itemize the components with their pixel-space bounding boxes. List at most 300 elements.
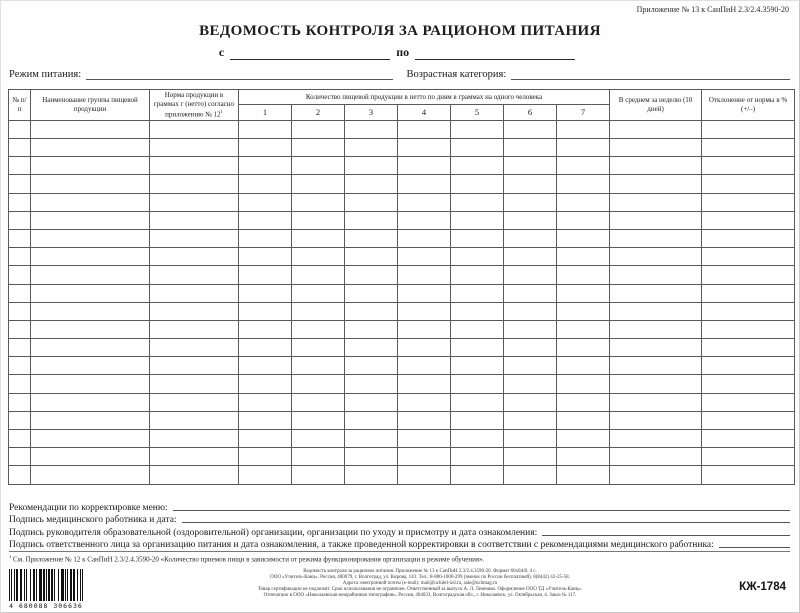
col-header-number: № п/п [9,90,31,121]
table-cell [292,339,345,357]
table-cell [398,375,451,393]
table-cell [610,320,702,338]
imprint-line: Товар сертификации не подлежит. Срок использования не ограничен. Ответственный за выпуск А. Л. Лемешко. Оформление ООО ТД «Учитель-Канц». [257,587,583,592]
table-cell [292,248,345,266]
table-cell [398,448,451,466]
table-cell [31,248,150,266]
date-to-label: по [396,45,410,59]
table-cell [292,229,345,247]
table-cell [451,229,504,247]
table-cell [398,284,451,302]
table-cell [702,284,795,302]
table-cell [345,120,398,138]
table-row [9,430,795,448]
table-cell [451,466,504,484]
table-cell [504,175,557,193]
table-cell [345,266,398,284]
table-cell [345,175,398,193]
table-cell [557,175,610,193]
table-cell [239,266,292,284]
table-cell [702,302,795,320]
table-cell [9,175,31,193]
table-cell [31,157,150,175]
day-column-header: 3 [345,105,398,120]
table-cell [292,157,345,175]
date-range-line [1,45,799,60]
table-cell [31,302,150,320]
table-cell [504,411,557,429]
table-cell [398,302,451,320]
table-cell [451,448,504,466]
document-title: ВЕДОМОСТЬ КОНТРОЛЯ ЗА РАЦИОНОМ ПИТАНИЯ [199,23,601,39]
col-header-average: В среднем за неделю (10 дней) [610,90,702,121]
table-cell [610,430,702,448]
table-cell [345,339,398,357]
table-cell [31,411,150,429]
imprint-line: ООО «Учитель-Канц». Россия, 400079, г. Волгоград, ул. Кирова, 143. Тел.: 8-800-1000-299 (звонок по России бесплатный), 8(8442) 42-25-58. [270,575,570,580]
table-cell [150,430,239,448]
table-cell [398,393,451,411]
table-cell [9,302,31,320]
table-cell [702,357,795,375]
age-category-blank [511,69,790,80]
day-column-header: 7 [557,105,610,120]
table-cell [150,375,239,393]
table-cell [31,393,150,411]
table-cell [9,393,31,411]
table-cell [557,375,610,393]
table-cell [239,466,292,484]
table-cell [292,320,345,338]
table-cell [702,193,795,211]
table-cell [398,248,451,266]
table-cell [239,357,292,375]
table-cell [451,139,504,157]
table-row [9,120,795,138]
table-cell [150,139,239,157]
table-cell [292,120,345,138]
table-cell [398,157,451,175]
table-cell [292,448,345,466]
table-cell [239,320,292,338]
table-cell [610,284,702,302]
table-cell [345,357,398,375]
table-cell [451,357,504,375]
table-cell [610,393,702,411]
table-cell [557,393,610,411]
table-cell [292,139,345,157]
table-row [9,320,795,338]
table-cell [150,193,239,211]
table-cell [504,393,557,411]
col-header-deviation: Отклонение от нормы в % (+/–) [702,90,795,121]
table-cell [150,466,239,484]
table-cell [239,284,292,302]
col-header-quantity-group: Количество пищевой продукции в нетто по дням в граммах на одного человека [239,90,610,105]
table-cell [398,339,451,357]
table-cell [702,211,795,229]
table-cell [292,375,345,393]
table-cell [292,357,345,375]
table-cell [292,193,345,211]
table-cell [557,430,610,448]
table-cell [9,157,31,175]
table-cell [31,284,150,302]
table-cell [31,139,150,157]
table-cell [345,229,398,247]
table-cell [150,266,239,284]
table-cell [31,448,150,466]
table-cell [504,284,557,302]
table-cell [292,266,345,284]
table-cell [557,248,610,266]
table-cell [557,339,610,357]
table-cell [557,211,610,229]
table-cell [345,302,398,320]
barcode [9,569,83,610]
table-row [9,193,795,211]
table-cell [31,430,150,448]
signature-label: Подпись руководителя образовательной (оздоровительной) организации, организации по уходу и присмотру и дата ознакомления: [9,527,538,538]
signature-blank [542,535,790,536]
table-row [9,211,795,229]
table-row [9,375,795,393]
table-cell [610,157,702,175]
table-row [9,248,795,266]
table-cell [451,375,504,393]
table-cell [702,229,795,247]
table-cell [345,430,398,448]
table-cell [150,120,239,138]
table-cell [610,339,702,357]
table-cell [31,229,150,247]
table-cell [150,357,239,375]
table-cell [610,139,702,157]
table-cell [504,229,557,247]
table-cell [504,320,557,338]
table-cell [9,411,31,429]
day-column-header: 5 [451,105,504,120]
signature-label: Рекомендации по корректировке меню: [9,503,168,514]
table-cell [239,411,292,429]
table-cell [31,193,150,211]
signature-blank [173,510,790,511]
table-cell [398,466,451,484]
table-cell [31,266,150,284]
table-cell [398,211,451,229]
diet-regime-blank [86,69,392,80]
table-cell [504,466,557,484]
table-cell [9,266,31,284]
date-to-blank [415,48,575,60]
table-cell [610,375,702,393]
table-cell [9,320,31,338]
table-cell [9,211,31,229]
signature-line-head-of-organization [9,525,790,537]
table-cell [239,393,292,411]
table-cell [451,193,504,211]
table-cell [451,302,504,320]
table-cell [398,193,451,211]
table-cell [702,320,795,338]
footnote [9,554,790,563]
table-cell [9,339,31,357]
table-cell [292,393,345,411]
table-cell [610,357,702,375]
signature-blank [182,522,790,523]
table-cell [9,375,31,393]
table-cell [702,393,795,411]
table-cell [292,430,345,448]
table-cell [451,393,504,411]
table-row [9,357,795,375]
table-cell [504,375,557,393]
table-cell [398,357,451,375]
table-cell [398,266,451,284]
table-cell [610,266,702,284]
table-cell [610,193,702,211]
table-cell [239,229,292,247]
table-cell [504,448,557,466]
table-cell [610,248,702,266]
table-cell [557,466,610,484]
table-row [9,339,795,357]
table-cell [31,320,150,338]
table-row [9,229,795,247]
table-cell [451,266,504,284]
table-cell [702,266,795,284]
ration-control-table [8,89,795,485]
table-cell [31,211,150,229]
day-column-header: 4 [398,105,451,120]
col-header-product-group: Наименование группы пищевой продукции [31,90,150,121]
table-cell [292,211,345,229]
table-cell [610,448,702,466]
table-cell [557,193,610,211]
table-cell [239,139,292,157]
table-cell [451,411,504,429]
table-cell [504,157,557,175]
table-cell [451,284,504,302]
imprint-line: Адреса электронной почты (e-mail): mail@uchitel-izd.ru, sale@uchmag.ru [342,581,498,586]
table-cell [150,284,239,302]
table-cell [398,229,451,247]
table-cell [702,157,795,175]
table-cell [292,284,345,302]
signature-label: Подпись ответственного лица за организацию питания и дата ознакомления, а также проведенной корректировки в соответствии с рекомендациями медицинского работника: [9,539,714,550]
table-cell [451,157,504,175]
day-column-header: 2 [292,105,345,120]
table-cell [702,248,795,266]
age-category-field [407,69,791,80]
table-cell [9,248,31,266]
table-cell [398,139,451,157]
table-cell [702,139,795,157]
table-cell [150,229,239,247]
table-cell [504,193,557,211]
table-cell [557,120,610,138]
table-row [9,393,795,411]
table-cell [239,120,292,138]
table-cell [150,175,239,193]
table-cell [239,157,292,175]
imprint-block [121,569,719,599]
table-cell [451,320,504,338]
table-cell [398,175,451,193]
table-cell [557,302,610,320]
table-row [9,302,795,320]
table-cell [610,175,702,193]
table-cell [557,357,610,375]
table-cell [150,211,239,229]
table-cell [150,339,239,357]
table-cell [9,357,31,375]
table-cell [345,375,398,393]
table-row [9,466,795,484]
table-row [9,157,795,175]
table-row [9,284,795,302]
appendix-note: Приложение № 13 к СанПиН 2.3/2.4.3590-20 [636,5,789,14]
table-cell [239,248,292,266]
table-cell [31,120,150,138]
table-cell [292,411,345,429]
table-cell [451,211,504,229]
table-cell [451,430,504,448]
table-row [9,448,795,466]
table-cell [150,320,239,338]
table-cell [239,193,292,211]
table-body [9,120,795,484]
table-cell [239,375,292,393]
table-cell [557,448,610,466]
table-cell [557,229,610,247]
meta-row [9,69,790,80]
table-cell [610,302,702,320]
table-cell [239,175,292,193]
table-cell [557,139,610,157]
table-cell [504,302,557,320]
table-cell [345,448,398,466]
table-cell [31,175,150,193]
table-cell [702,411,795,429]
table-cell [239,448,292,466]
footnote-separator [9,551,790,552]
barcode-bar [82,569,83,601]
table-cell [150,248,239,266]
table-cell [345,411,398,429]
signature-block [9,501,790,550]
product-code: КЖ-1784 [739,581,786,593]
table-cell [398,320,451,338]
table-cell [9,139,31,157]
table-cell [504,139,557,157]
table-cell [702,466,795,484]
table-cell [557,411,610,429]
table-row [9,139,795,157]
table-cell [345,284,398,302]
footnote-text: См. Приложение № 12 к СанПиН 2.3/2.4.3590-20 «Количество приемов пищи в зависимости от режима функционирования организации в режиме обучения». [11,555,485,564]
table-cell [31,466,150,484]
table-row [9,175,795,193]
table-cell [504,120,557,138]
barcode-bars [9,569,83,601]
table-cell [451,248,504,266]
table-cell [9,229,31,247]
imprint-line: Отпечатано в ООО «Николаевская межрайонная типография». Россия, 404033, Волгоградская обл., г. Николаевск, ул. Октябрьская, 4. Заказ № 117. [263,593,577,598]
table-cell [557,266,610,284]
table-cell [9,448,31,466]
table-cell [702,120,795,138]
table-cell [398,120,451,138]
table-cell [292,175,345,193]
table-cell [150,448,239,466]
table-cell [451,339,504,357]
footnote-mark: 1 [9,554,12,559]
table-cell [150,411,239,429]
table-cell [31,375,150,393]
table-cell [345,139,398,157]
table-cell [610,411,702,429]
date-from-blank [230,48,390,60]
table-cell [345,393,398,411]
table-cell [610,229,702,247]
table-cell [292,302,345,320]
table-cell [292,466,345,484]
table-cell [504,357,557,375]
table-cell [702,430,795,448]
signature-blank [719,547,790,548]
table-cell [345,193,398,211]
day-column-header: 1 [239,105,292,120]
table-cell [610,466,702,484]
diet-regime-field [9,69,393,80]
table-cell [398,411,451,429]
col-header-norm [150,90,239,121]
table-row [9,266,795,284]
signature-label: Подпись медицинского работника и дата: [9,515,177,526]
table-cell [239,211,292,229]
table-cell [702,339,795,357]
table-cell [557,320,610,338]
table-cell [345,211,398,229]
table-cell [345,248,398,266]
table-cell [504,339,557,357]
table-cell [9,284,31,302]
table-cell [702,375,795,393]
table-cell [345,157,398,175]
table-cell [504,211,557,229]
norm-footnote-mark: 1 [220,109,223,114]
table-cell [702,448,795,466]
table-cell [451,175,504,193]
table-cell [150,393,239,411]
signature-line-medical-worker [9,513,790,525]
table-cell [9,120,31,138]
table-cell [31,357,150,375]
signature-line-responsible-person [9,538,790,550]
barcode-digits: 4 680088 306636 [9,602,83,610]
table-cell [451,120,504,138]
table-cell [239,302,292,320]
table-cell [557,157,610,175]
table-cell [702,175,795,193]
table-cell [9,193,31,211]
table-cell [9,430,31,448]
table-cell [557,284,610,302]
table-cell [504,248,557,266]
table-cell [150,302,239,320]
table-cell [610,120,702,138]
